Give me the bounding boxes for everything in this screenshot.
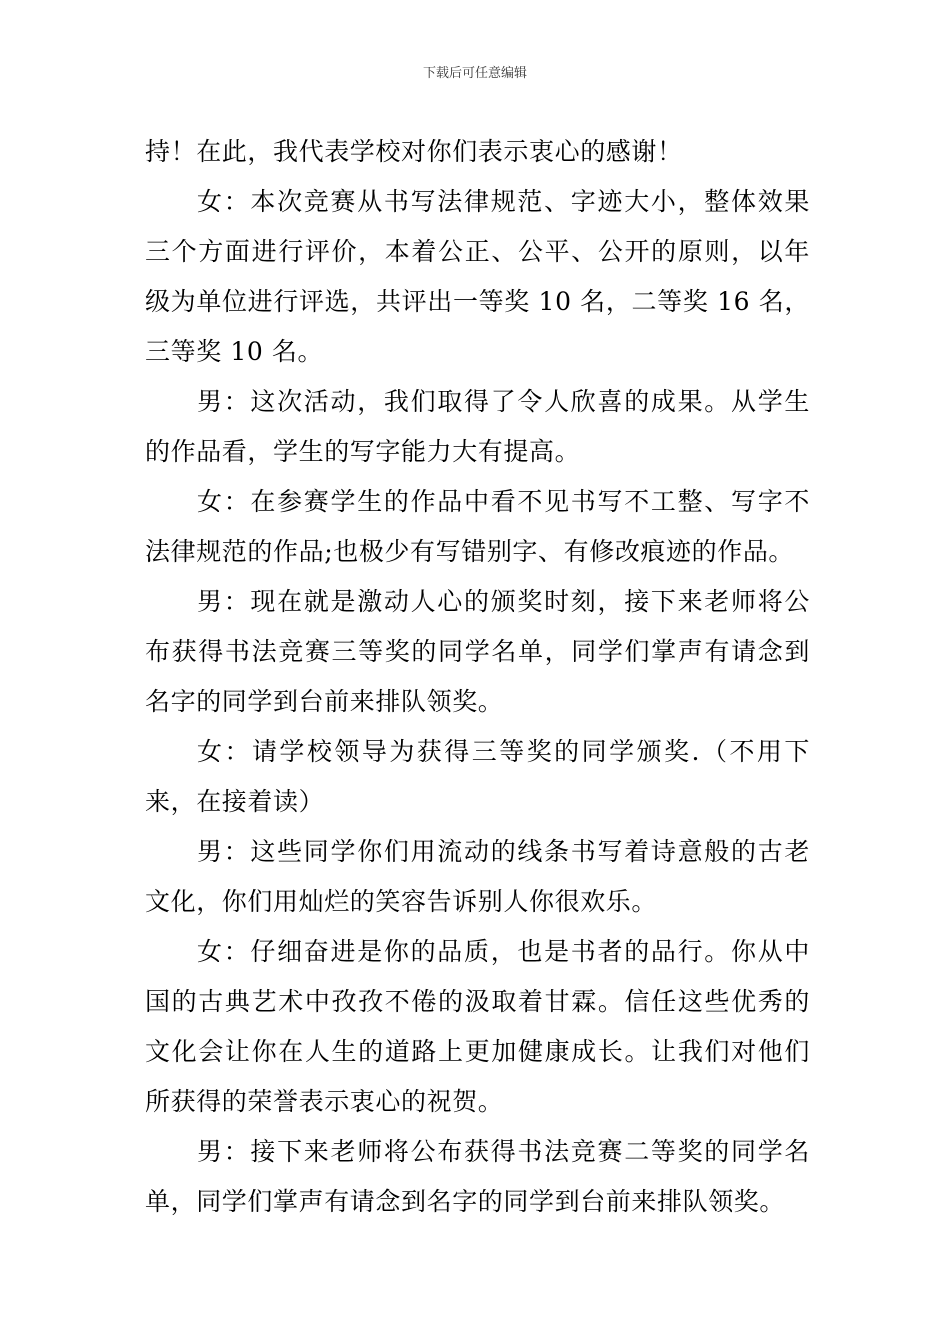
paragraph: 男：接下来老师将公布获得书法竞赛二等奖的同学名单，同学们掌声有请念到名字的同学到台前来排队领奖。 bbox=[145, 1137, 810, 1216]
paragraph: 男：这些同学你们用流动的线条书写着诗意般的古老文化，你们用灿烂的笑容告诉别人你很欢乐。 bbox=[145, 837, 810, 916]
paragraph: 男：这次活动，我们取得了令人欣喜的成果。从学生的作品看，学生的写字能力大有提高。 bbox=[145, 387, 810, 466]
paragraph: 女：在参赛学生的作品中看不见书写不工整、写字不法律规范的作品;也极少有写错别字、有修改痕迹的作品。 bbox=[145, 487, 810, 566]
page-header: 下载后可任意编辑 bbox=[422, 66, 527, 81]
paragraph: 女：仔细奋进是你的品质，也是书者的品行。你从中国的古典艺术中孜孜不倦的汲取着甘霖。信任这些优秀的文化会让你在人生的道路上更加健康成长。让我们对他们所获得的荣誉表示衷心的祝贺。 bbox=[145, 937, 810, 1116]
document-body bbox=[145, 127, 810, 1227]
paragraph: 女：本次竞赛从书写法律规范、字迹大小，整体效果三个方面进行评价，本着公正、公平、公开的原则，以年级为单位进行评选，共评出一等奖 10 名，二等奖 16 名，三等奖 10 名。 bbox=[145, 187, 810, 366]
paragraph: 男：现在就是激动人心的颁奖时刻，接下来老师将公布获得书法竞赛三等奖的同学名单，同学们掌声有请念到名字的同学到台前来排队领奖。 bbox=[145, 587, 810, 716]
paragraph: 女：请学校领导为获得三等奖的同学颁奖.（不用下来，在接着读） bbox=[145, 737, 810, 816]
paragraph: 持！在此，我代表学校对你们表示衷心的感谢！ bbox=[145, 137, 683, 166]
